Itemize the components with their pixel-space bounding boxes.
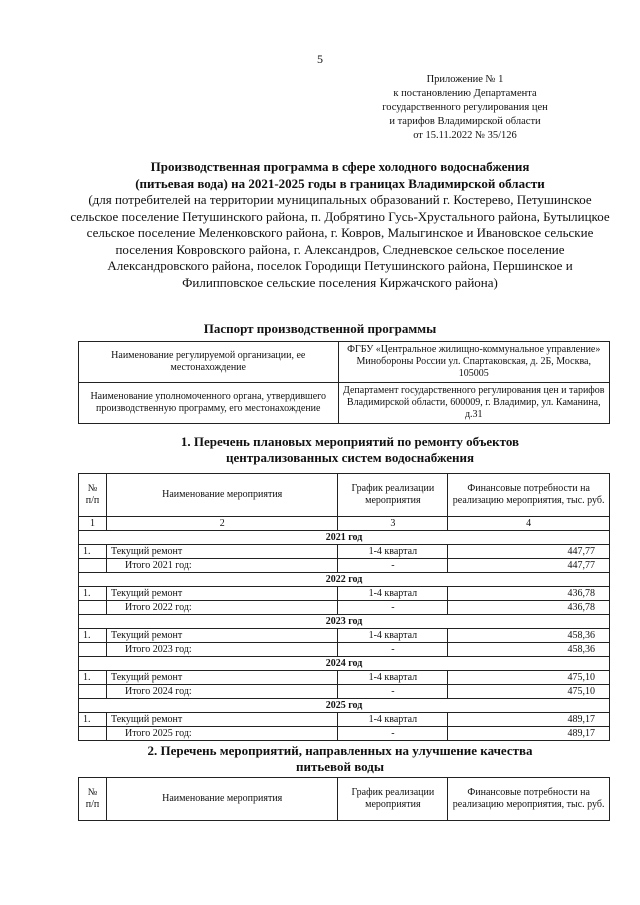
row-item: Текущий ремонт: [106, 671, 337, 685]
appendix-line: к постановлению Департамента: [393, 88, 537, 99]
passport-table: [78, 341, 610, 424]
index-cell: 3: [338, 517, 448, 531]
header-schedule: График реализации мероприятия: [338, 778, 448, 821]
header-num: № п/п: [79, 474, 107, 517]
total-amount: 489,17: [448, 727, 610, 741]
section-title-line: 1. Перечень плановых мероприятий по ремонту объектов: [180, 434, 520, 449]
table-row: [79, 713, 610, 727]
section2-title: [0, 743, 640, 775]
header-name: Наименование мероприятия: [106, 778, 337, 821]
appendix-line: государственного регулирования цен: [382, 102, 548, 113]
row-schedule: 1-4 квартал: [338, 671, 448, 685]
total-row: [79, 685, 610, 699]
passport-value: ФГБУ «Центральное жилищно-коммунальное управление» Минобороны России ул. Спартаковская, д. 2Б, Москва, 105005: [338, 342, 609, 383]
total-label: Итого 2025 год:: [106, 727, 337, 741]
passport-label: Наименование регулируемой организации, ее местонахождение: [79, 342, 339, 383]
header-finance: Финансовые потребности на реализацию мероприятия, тыс. руб.: [448, 778, 610, 821]
table-row: [79, 629, 610, 643]
row-schedule: 1-4 квартал: [338, 629, 448, 643]
total-label: Итого 2024 год:: [106, 685, 337, 699]
total-schedule: -: [338, 685, 448, 699]
total-schedule: -: [338, 559, 448, 573]
section-title-line: питьевой воды: [296, 759, 384, 774]
table-header-row: [79, 474, 610, 517]
row-num: 1.: [79, 713, 107, 727]
row-schedule: 1-4 квартал: [338, 713, 448, 727]
table-row: [79, 545, 610, 559]
year-label: 2021 год: [79, 531, 610, 545]
table-row: [79, 587, 610, 601]
quality-table: [78, 777, 610, 821]
year-label: 2025 год: [79, 699, 610, 713]
index-row: [79, 517, 610, 531]
table-row: [79, 383, 610, 424]
row-num: 1.: [79, 671, 107, 685]
total-amount: 475,10: [448, 685, 610, 699]
row-item: Текущий ремонт: [106, 629, 337, 643]
year-row: [79, 699, 610, 713]
repair-table: [78, 473, 610, 741]
title-bold-line: Производственная программа в сфере холодного водоснабжения: [150, 159, 530, 174]
index-cell: 2: [106, 517, 337, 531]
row-amount: 489,17: [448, 713, 610, 727]
total-schedule: -: [338, 727, 448, 741]
row-amount: 436,78: [448, 587, 610, 601]
year-row: [79, 657, 610, 671]
year-label: 2023 год: [79, 615, 610, 629]
row-amount: 475,10: [448, 671, 610, 685]
program-title: [70, 159, 610, 291]
year-label: 2022 год: [79, 573, 610, 587]
title-bold-line: (питьевая вода) на 2021-2025 годы в границах Владимирской области: [135, 175, 545, 191]
total-label: Итого 2022 год:: [106, 601, 337, 615]
section1-title: [0, 434, 640, 466]
index-cell: 4: [448, 517, 610, 531]
row-item: Текущий ремонт: [106, 713, 337, 727]
appendix-line: Приложение № 1: [426, 74, 504, 85]
total-amount: 458,36: [448, 643, 610, 657]
page-number: 5: [317, 52, 323, 66]
row-schedule: 1-4 квартал: [338, 587, 448, 601]
row-amount: 458,36: [448, 629, 610, 643]
year-row: [79, 615, 610, 629]
total-label: Итого 2023 год:: [106, 643, 337, 657]
section-title-line: централизованных систем водоснабжения: [225, 450, 475, 465]
title-description: (для потребителей на территории муниципальных образований г. Костерево, Петушинское сельское поселение Петушинского района, п. Добрятино Гусь-Хрустального района, Бутылицкое сельское поселение Меленковского района, г. Ковров, Малыгинское и Ивановское сельские поселения Ковровского района, г. Александров, Следневское сельское поселение Александровского района, поселок Городищи Петушинского района, Першинское и Филипповское сельские поселения Киржачского района): [70, 192, 610, 290]
row-num: 1.: [79, 629, 107, 643]
section-title-line: 2. Перечень мероприятий, направленных на улучшение качества: [147, 743, 533, 758]
table-row: [79, 671, 610, 685]
table-row: [79, 342, 610, 383]
index-cell: 1: [79, 517, 107, 531]
total-schedule: -: [338, 601, 448, 615]
header-finance: Финансовые потребности на реализацию мероприятия, тыс. руб.: [448, 474, 610, 517]
header-name: Наименование мероприятия: [106, 474, 337, 517]
total-row: [79, 727, 610, 741]
row-item: Текущий ремонт: [106, 545, 337, 559]
year-row: [79, 531, 610, 545]
total-schedule: -: [338, 643, 448, 657]
total-amount: 447,77: [448, 559, 610, 573]
row-item: Текущий ремонт: [106, 587, 337, 601]
total-row: [79, 559, 610, 573]
passport-title: Паспорт производственной программы: [203, 321, 437, 336]
row-num: 1.: [79, 545, 107, 559]
total-row: [79, 643, 610, 657]
total-row: [79, 601, 610, 615]
passport-value: Департамент государственного регулирования цен и тарифов Владимирской области, 600009, г. Владимир, ул. Каманина, д.31: [338, 383, 609, 424]
header-schedule: График реализации мероприятия: [338, 474, 448, 517]
row-num: 1.: [79, 587, 107, 601]
table-header-row: [79, 778, 610, 821]
header-num: № п/п: [79, 778, 107, 821]
row-amount: 447,77: [448, 545, 610, 559]
appendix-line: от 15.11.2022 № 35/126: [413, 130, 517, 141]
year-label: 2024 год: [79, 657, 610, 671]
appendix-header: [380, 73, 550, 143]
passport-label: Наименование уполномоченного органа, утвердившего производственную программу, его местонахождение: [79, 383, 339, 424]
row-schedule: 1-4 квартал: [338, 545, 448, 559]
total-amount: 436,78: [448, 601, 610, 615]
appendix-line: и тарифов Владимирской области: [389, 116, 541, 127]
year-row: [79, 573, 610, 587]
total-label: Итого 2021 год:: [106, 559, 337, 573]
